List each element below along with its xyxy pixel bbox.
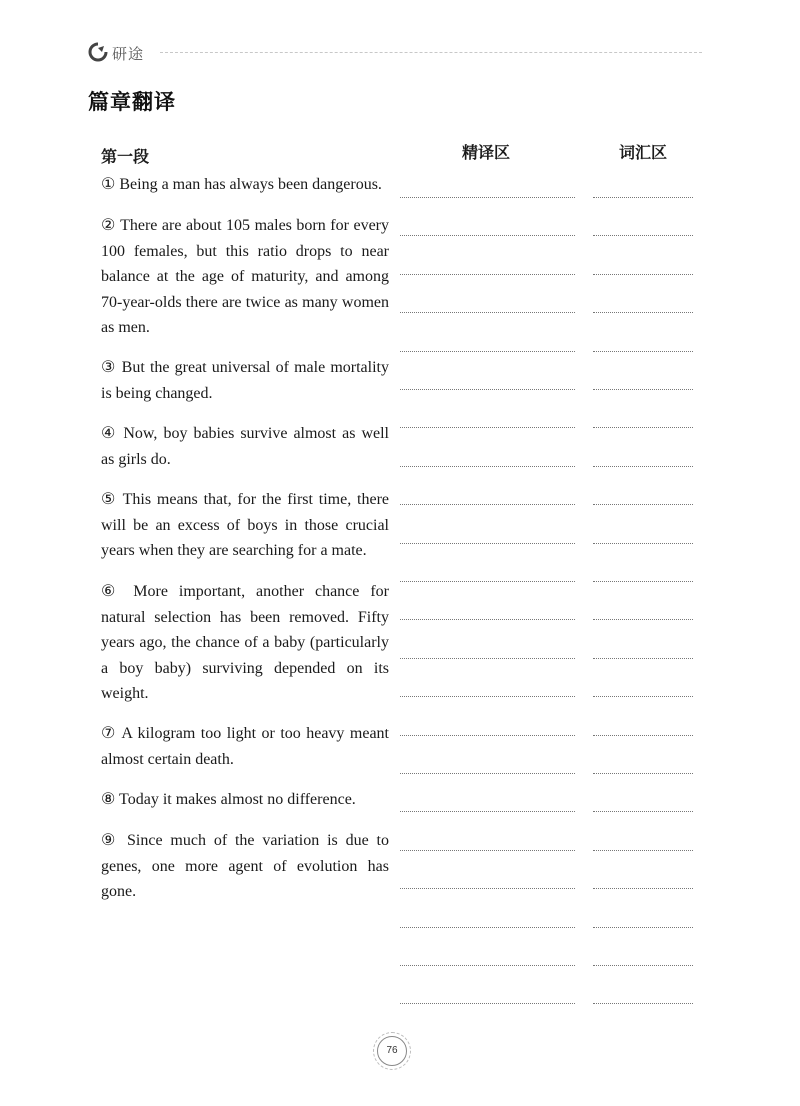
paragraph-3: ③ But the great universal of male mortality is being changed.: [101, 359, 389, 402]
section-title: 第一段: [101, 147, 150, 166]
translation-writing-line: [400, 888, 575, 889]
page-number: 76: [377, 1036, 407, 1066]
translation-writing-line: [400, 927, 575, 928]
translation-writing-line: [400, 351, 575, 352]
vocabulary-writing-line: [593, 850, 693, 851]
vocabulary-writing-line: [593, 658, 693, 659]
translation-writing-line: [400, 389, 575, 390]
paragraph-9: ⑨ Since much of the variation is due to genes, one more agent of evolution has gone.: [101, 832, 389, 900]
vocabulary-writing-line: [593, 312, 693, 313]
paragraph-7: ⑦ A kilogram too light or too heavy meant almost certain death.: [101, 725, 389, 768]
translation-writing-line: [400, 658, 575, 659]
vocabulary-writing-line: [593, 197, 693, 198]
vocabulary-writing-line: [593, 543, 693, 544]
vocabulary-writing-line: [593, 927, 693, 928]
translation-writing-line: [400, 543, 575, 544]
translation-writing-line: [400, 197, 575, 198]
page-header: [88, 40, 702, 64]
vocabulary-writing-line: [593, 389, 693, 390]
translation-writing-line: [400, 581, 575, 582]
translation-writing-line: [400, 735, 575, 736]
vocabulary-writing-line: [593, 1003, 693, 1004]
page-title: 篇章翻译: [88, 90, 176, 114]
vocabulary-writing-line: [593, 773, 693, 774]
translation-writing-line: [400, 965, 575, 966]
header-divider: [160, 52, 702, 53]
vocabulary-writing-line: [593, 274, 693, 275]
vocabulary-writing-line: [593, 735, 693, 736]
vocabulary-writing-line: [593, 351, 693, 352]
vocabulary-writing-line: [593, 619, 693, 620]
paragraph-2: ② There are about 105 males born for every 100 females, but this ratio drops to near balance at the age of maturity, and among 70-year-olds there are twice as many women as men.: [101, 217, 389, 336]
vocabulary-writing-line: [593, 696, 693, 697]
paragraph-1: ① Being a man has always been dangerous.: [101, 176, 382, 193]
vocabulary-writing-line: [593, 427, 693, 428]
translation-writing-line: [400, 1003, 575, 1004]
translation-writing-line: [400, 427, 575, 428]
paragraph-8: ⑧ Today it makes almost no difference.: [101, 791, 356, 808]
translation-writing-line: [400, 504, 575, 505]
vocabulary-writing-line: [593, 965, 693, 966]
translation-writing-line: [400, 696, 575, 697]
translation-writing-line: [400, 235, 575, 236]
vocabulary-writing-line: [593, 504, 693, 505]
vocabulary-writing-line: [593, 581, 693, 582]
brand-name: 研途: [112, 45, 145, 63]
vocabulary-writing-line: [593, 235, 693, 236]
vocabulary-column-heading: 词汇区: [619, 143, 668, 162]
paragraph-6: ⑥ More important, another chance for natural selection has been removed. Fifty years ago, the chance of a baby (particularly a boy baby) surviving depended on its weight.: [101, 583, 389, 702]
translation-writing-line: [400, 312, 575, 313]
translation-writing-line: [400, 811, 575, 812]
translation-writing-line: [400, 773, 575, 774]
translation-writing-line: [400, 619, 575, 620]
logo-icon: [88, 42, 108, 62]
vocabulary-writing-line: [593, 811, 693, 812]
paragraph-4: ④ Now, boy babies survive almost as well as girls do.: [101, 425, 389, 468]
translation-writing-line: [400, 466, 575, 467]
translation-column-heading: 精译区: [462, 143, 511, 162]
translation-writing-line: [400, 274, 575, 275]
vocabulary-writing-line: [593, 466, 693, 467]
vocabulary-writing-line: [593, 888, 693, 889]
paragraph-5: ⑤ This means that, for the first time, there will be an excess of boys in those crucial years when they are searching for a mate.: [101, 491, 389, 559]
translation-writing-line: [400, 850, 575, 851]
